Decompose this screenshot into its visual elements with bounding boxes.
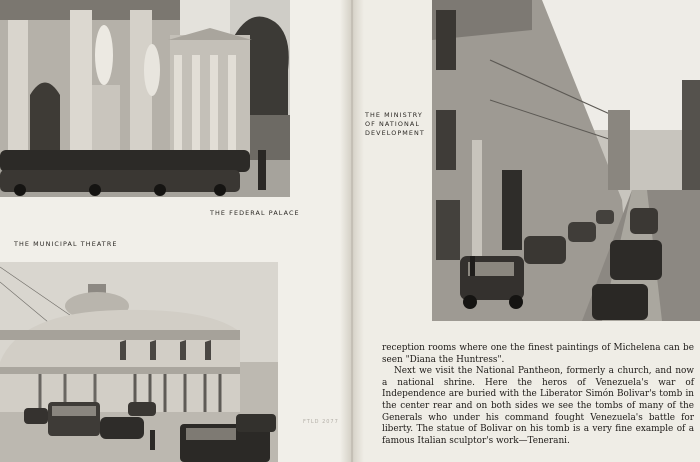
- book-gutter: [340, 0, 364, 462]
- federal-palace-photo: [0, 0, 290, 197]
- municipal-theatre-caption: THE MUNICIPAL THEATRE: [14, 240, 118, 248]
- pencil-margin-note: FTLD 2077: [303, 419, 339, 425]
- ministry-caption-line-2: OF NATIONAL: [365, 120, 421, 128]
- federal-palace-caption: THE FEDERAL PALACE: [210, 209, 300, 217]
- ministry-caption: [365, 111, 425, 138]
- municipal-theatre-photo: [0, 262, 278, 462]
- paragraph-1: reception rooms where one the finest paintings of Michelena can be seen "Diana the Huntress".: [382, 343, 694, 365]
- ministry-caption-line-1: THE MINISTRY: [365, 111, 423, 119]
- ministry-caption-line-3: DEVELOPMENT: [365, 129, 425, 137]
- ministry-photo: [432, 0, 700, 321]
- body-text: [382, 343, 694, 447]
- paragraph-2: Next we visit the National Pantheon, formerly a church, and now a national shrine. Here the heros of Venezuela's war of Independence are buried with the Liberator Simón Bolivar's tomb in the center rear and on both sides we see the tombs of many of the Generals who under his command fought Venezuela's battle for liberty. The statue of Bolivar on his tomb is a very fine example of a famous Italian sculptor's work—Tenerani.: [382, 366, 694, 446]
